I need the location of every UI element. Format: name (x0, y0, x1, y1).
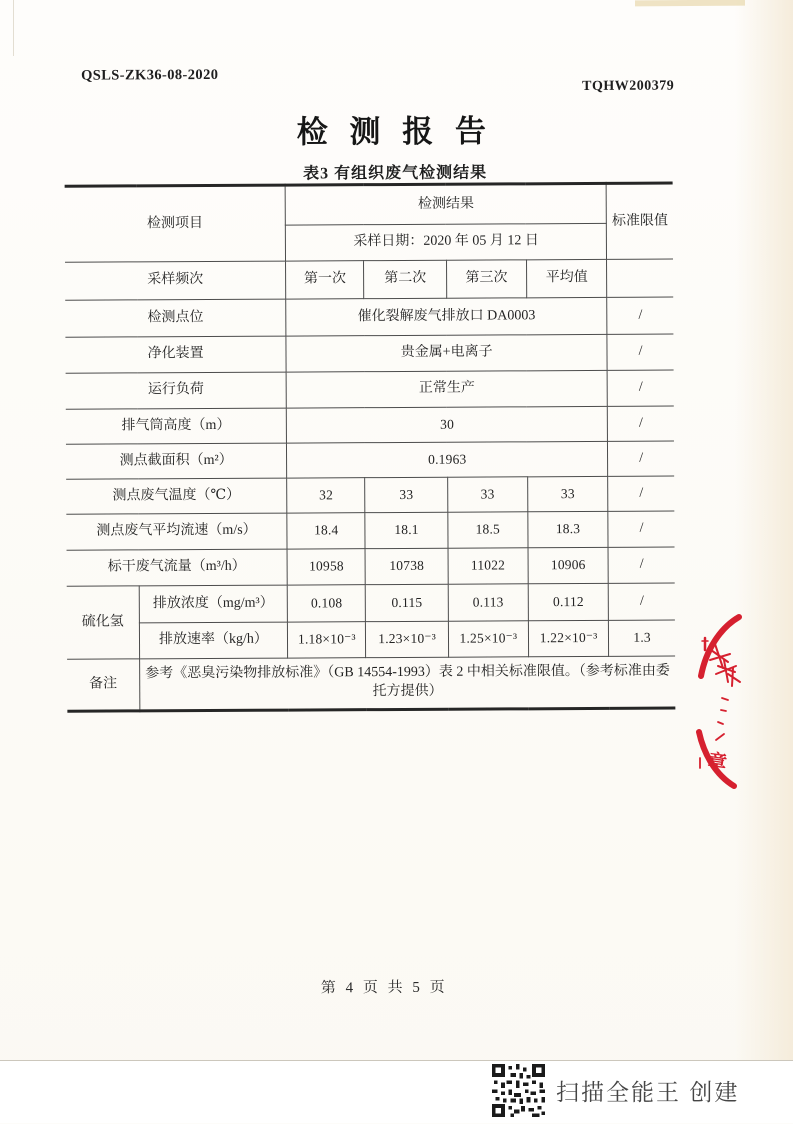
document-number: QSLS-ZK36-08-2020 (80, 66, 219, 84)
row-limit: / (607, 370, 673, 406)
cell-value: 11022 (448, 548, 528, 584)
table-row (66, 441, 674, 479)
table-row (67, 547, 675, 586)
header-limit: 标准限值 (606, 183, 673, 259)
row-limit: / (608, 406, 674, 441)
cell-value: 33 (447, 477, 527, 512)
table-row (65, 259, 673, 300)
table-row (67, 620, 675, 659)
page-number: 第 4 页 共 5 页 (320, 979, 448, 997)
table-row (65, 297, 673, 337)
row-label: 运行负荷 (66, 372, 287, 409)
cell-value: 33 (528, 476, 608, 511)
freq-col-2: 第二次 (364, 260, 446, 298)
cell-value: 33 (365, 477, 447, 512)
cell-value: 1.18×10⁻³ (288, 622, 366, 658)
table-row (67, 656, 675, 711)
table-row (65, 183, 673, 226)
table-caption: 表3 有组织废气检测结果 (302, 164, 488, 183)
report-number: TQHW200379 (582, 78, 675, 95)
row-limit: / (608, 476, 674, 511)
row-limit: / (608, 583, 674, 620)
cell-value: 18.1 (365, 512, 447, 548)
freq-col-3: 第三次 (446, 260, 526, 298)
cell-value: 18.5 (448, 512, 528, 548)
pollutant-name: 硫化氢 (67, 586, 140, 659)
remark-text: 参考《恶臭污染物排放标准》（GB 14554-1993）表 2 中相关标准限值。（参考标准由委托方提供） (139, 656, 675, 711)
row-value: 贵金属+电离子 (286, 334, 607, 372)
row-limit: 1.3 (609, 620, 675, 656)
table-row (65, 334, 673, 373)
freq-col-4: 平均值 (526, 259, 606, 297)
row-label: 排放浓度（mg/m³） (139, 585, 288, 623)
row-label: 净化装置 (65, 336, 286, 373)
row-limit: / (608, 441, 674, 476)
cell-value: 1.25×10⁻³ (448, 621, 528, 657)
freq-col-1: 第一次 (286, 261, 364, 299)
cell-value: 0.108 (287, 585, 365, 622)
cell-value: 0.112 (528, 583, 608, 620)
row-label: 测点废气平均流速（m/s） (66, 513, 287, 550)
table-row (66, 406, 674, 444)
cell-value: 1.23×10⁻³ (366, 621, 448, 657)
row-label: 测点截面积（m²） (66, 443, 287, 479)
table-row (66, 511, 674, 550)
row-label: 测点废气温度（℃） (66, 478, 287, 514)
cell-value: 10906 (528, 547, 608, 583)
sampling-date: 采样日期：2020 年 05 月 12 日 (286, 223, 607, 261)
remark-label: 备注 (67, 659, 140, 711)
row-value: 催化裂解废气排放口 DA0003 (286, 297, 607, 336)
row-limit: / (607, 297, 673, 334)
stamp-character: 章 (706, 750, 729, 775)
cell-value: 10958 (287, 549, 365, 585)
cell-value: 10738 (365, 548, 447, 584)
results-table (65, 182, 676, 713)
cell-value: 0.113 (448, 584, 528, 621)
row-value: 0.1963 (287, 441, 608, 478)
row-label: 检测点位 (65, 299, 286, 337)
row-label: 排气筒高度（m） (66, 408, 287, 444)
cell-value: 32 (287, 478, 365, 513)
header-result: 检测结果 (285, 183, 606, 225)
qr-code-icon (492, 1064, 545, 1117)
red-seal-stamp (688, 608, 748, 794)
row-label: 排放速率（kg/h） (139, 622, 288, 659)
frequency-label: 采样频次 (65, 261, 286, 300)
row-label: 标干废气流量（m³/h） (67, 549, 288, 586)
cell-value: 1.22×10⁻³ (528, 620, 608, 656)
row-limit: / (608, 547, 674, 583)
row-limit: / (608, 511, 674, 547)
cell-value: 0.115 (366, 584, 448, 621)
table-row (66, 370, 674, 409)
row-value: 30 (287, 406, 608, 443)
header-item: 检测项目 (65, 185, 286, 262)
freq-limit-empty-cell (607, 259, 673, 297)
report-title: 检 测 报 告 (296, 113, 494, 150)
scanner-app-caption: 扫描全能王 创建 (556, 1079, 740, 1105)
table-row (66, 476, 674, 514)
cell-value: 18.4 (287, 513, 365, 549)
table-row (67, 583, 675, 623)
cell-value: 18.3 (528, 511, 608, 547)
scanner-footer-bar (0, 1060, 793, 1123)
row-value: 正常生产 (286, 370, 607, 408)
row-limit: / (607, 334, 673, 370)
